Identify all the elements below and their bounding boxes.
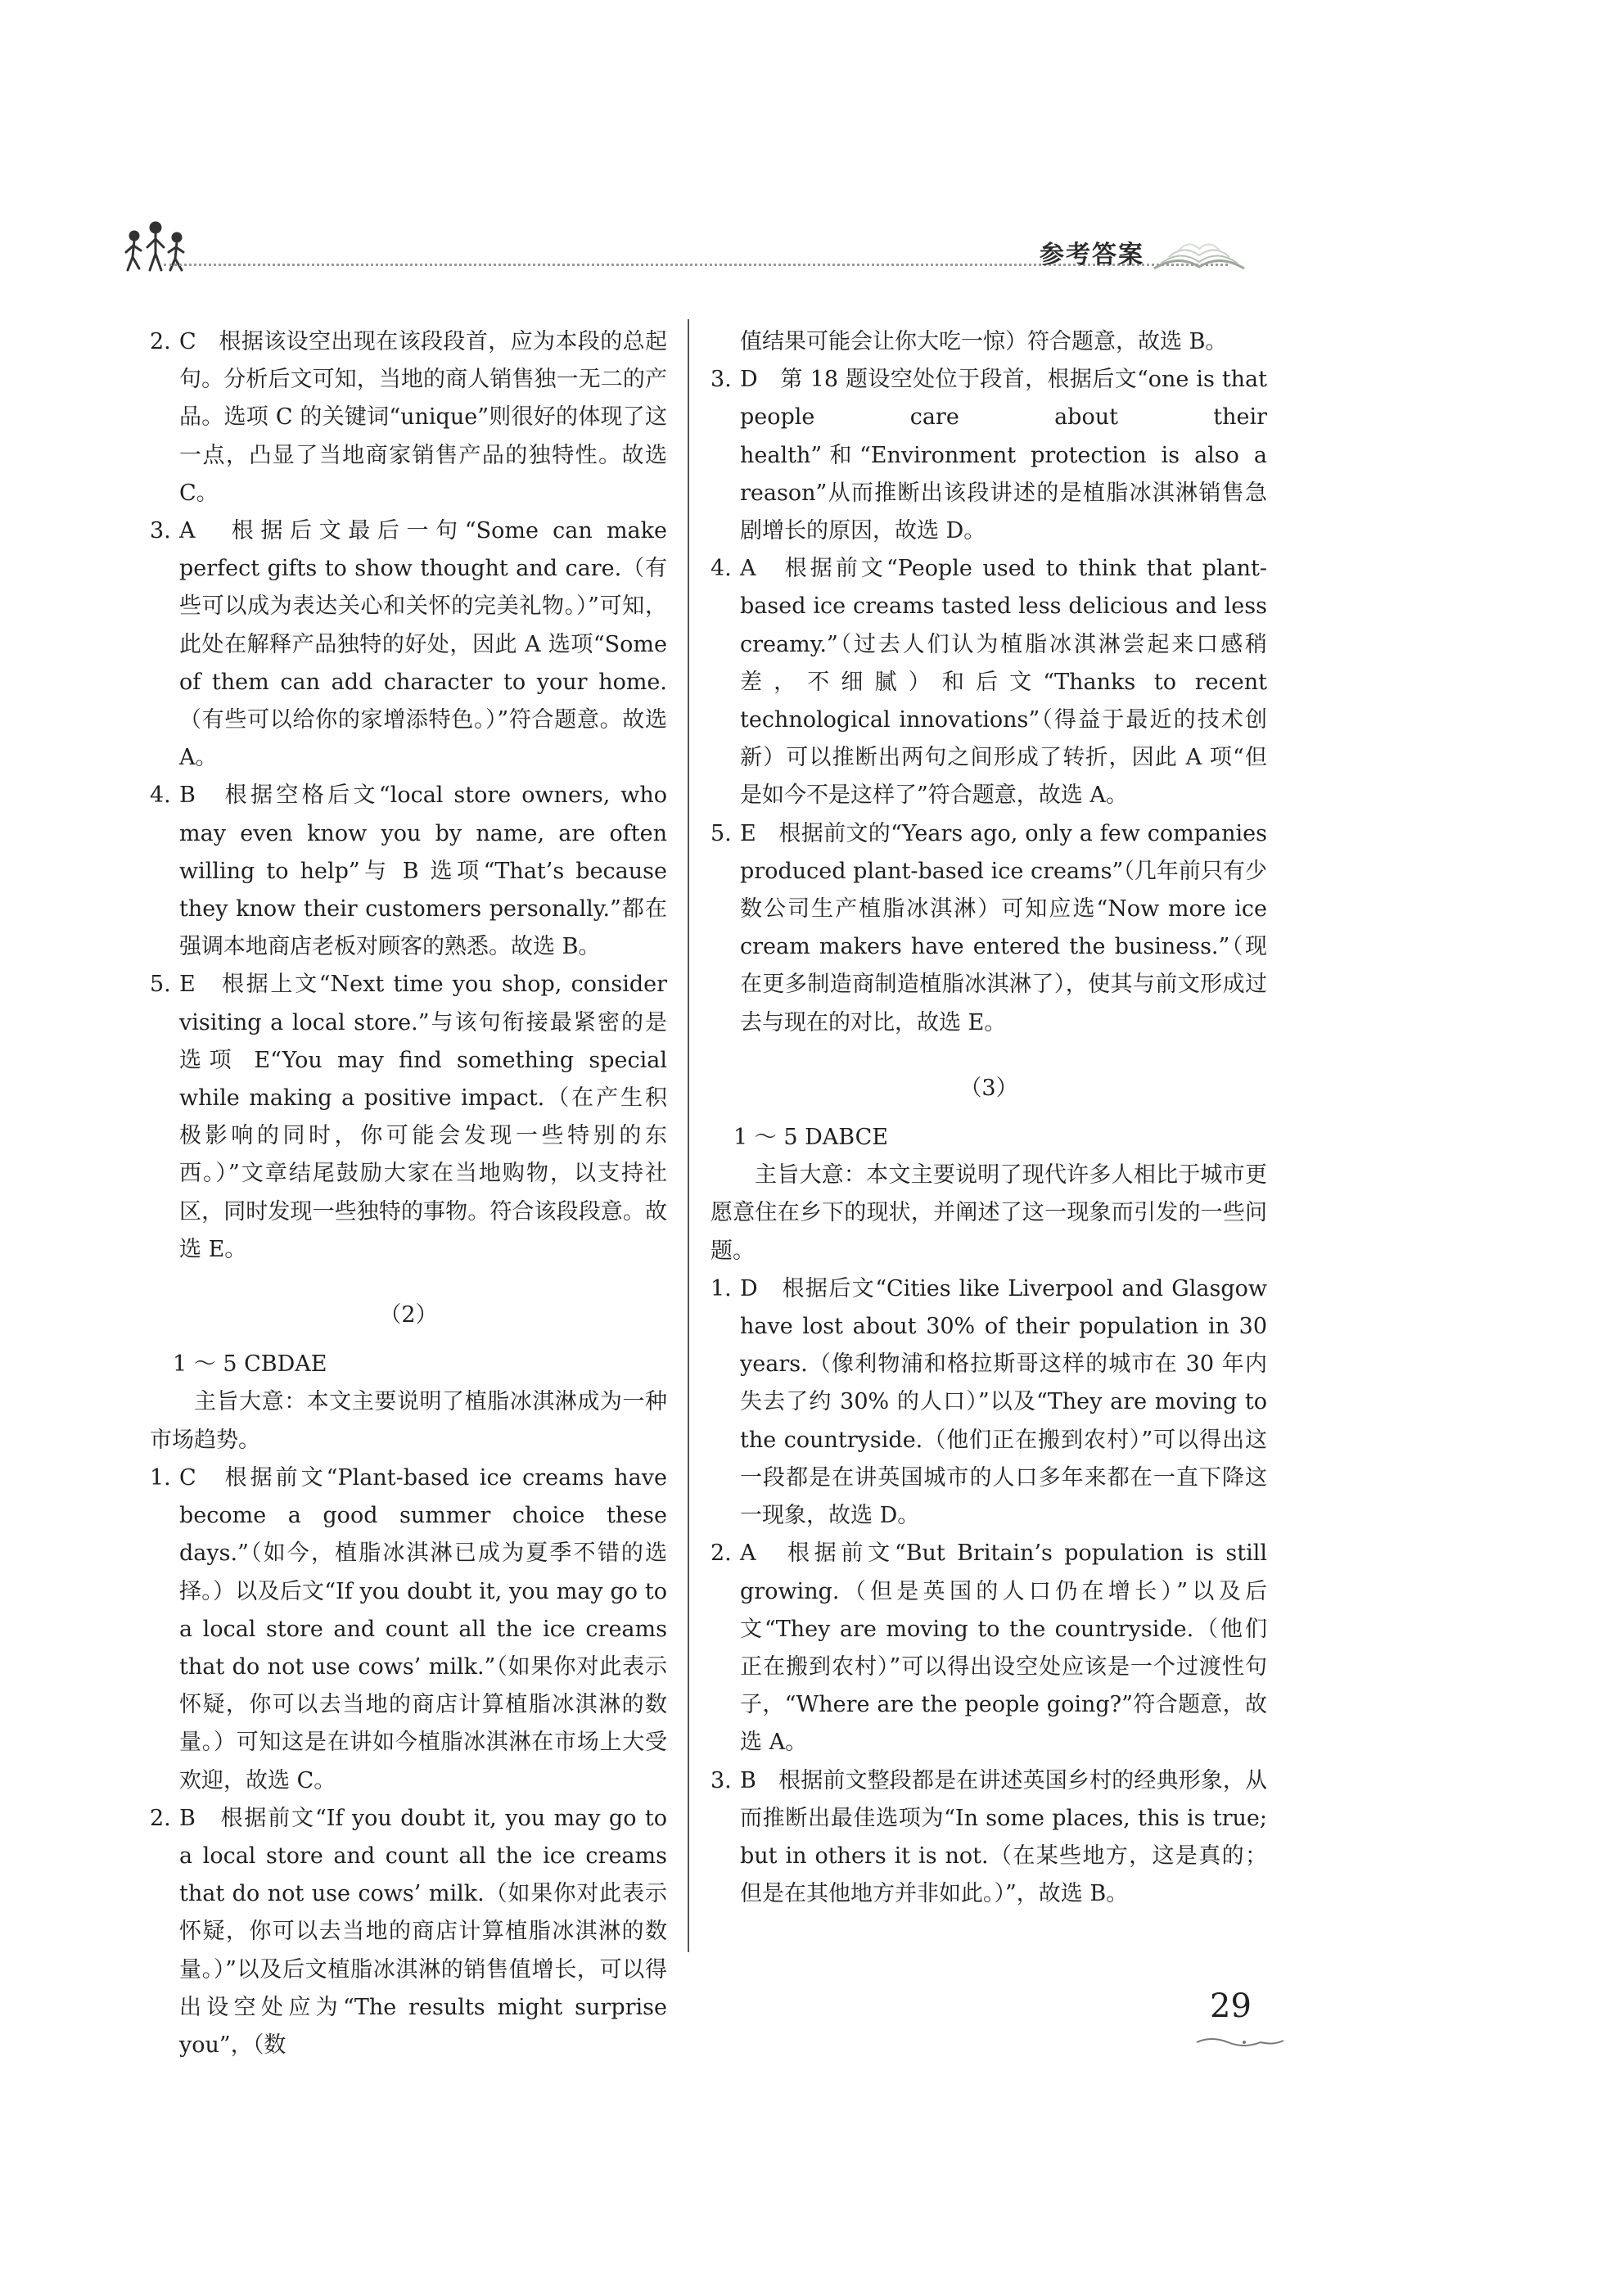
item-number: 5.	[150, 972, 171, 998]
answer-item	[150, 1459, 667, 1800]
answer-item	[150, 512, 667, 777]
answer-item	[150, 323, 667, 512]
answer-key: 1 ～ 5 DABCE	[733, 1125, 888, 1151]
item-text: B 根据前文整段都是在讲述英国乡村的经典形象，从而推断出最佳选项为“In some places, this is true; but in others it is not.（在某些地方，这是真的；但是在其他地方并非如此。）”，故选 B。	[740, 1767, 1267, 1907]
item-text: A 根据前文“But Britain’s population is still growing.（但是英国的人口仍在增长）”以及后文“They are moving to the countryside.（他们正在搬到农村）”可以得出设空处应该是一个过渡性句子，“Where are the people going?”符合题意，故选 A。	[740, 1540, 1267, 1756]
answer-item	[710, 815, 1267, 1042]
answer-item	[710, 1270, 1267, 1535]
right-column	[710, 323, 1267, 1913]
item-text: A 根据前文“People used to think that plant-based ice creams tasted less delicious and less creamy.”（过去人们认为植脂冰淇淋尝起来口感稍差，不细腻）和后文“Thanks to recent technological innovations”（得益于最近的技术创新）可以推断出两句之间形成了转折，因此 A 项“但是如今不是这样了”符合题意，故选 A。	[740, 556, 1267, 809]
answer-item	[150, 966, 667, 1269]
answer-item	[150, 1800, 667, 2064]
item-text: B 根据前文“If you doubt it, you may go to a local store and count all the ice creams that do not use cows’ milk.（如果你对此表示怀疑，你可以去当地的商店计算植脂冰淇淋的数量。）”以及后文植脂冰淇淋的销售值增长，可以得出设空处应为“The results might surprise you”，（数	[179, 1805, 667, 2058]
item-text: C 根据前文“Plant-based ice creams have become a good summer choice these days.”（如今，植脂冰淇淋已成为夏季不错的选择。）以及后文“If you doubt it, you may go to a local store and count all the ice creams that do not use cows’ milk.”（如果你对此表示怀疑，你可以去当地的商店计算植脂冰淇淋的数量。）可知这是在讲如今植脂冰淇淋在市场上大受欢迎，故选 C。	[179, 1464, 667, 1793]
gist-paragraph: 主旨大意：本文主要说明了植脂冰淇淋成为一种市场趋势。	[150, 1389, 667, 1453]
section-heading: （2）	[379, 1302, 438, 1328]
item-text: E 根据前文的“Years ago, only a few companies produced plant-based ice creams”（几年前只有少数公司生产植脂冰淇淋）可知应选“Now more ice cream makers have entered the business.”（现在更多制造商制造植脂冰淇淋了），使其与前文形成过去与现在的对比，故选 E。	[740, 820, 1267, 1035]
item-number: 1.	[150, 1464, 171, 1491]
item-number: 3.	[710, 367, 732, 393]
runners-logo-icon	[123, 219, 188, 277]
column-divider	[688, 319, 689, 1952]
item-text: D 第 18 题设空处位于段首，根据后文“one is that people care about their health”和“Environment protection is also a reason”从而推断出该段讲述的是植脂冰淇淋销售急剧增长的原因，故选 D。	[740, 367, 1267, 544]
item-number: 3.	[150, 518, 171, 544]
item-number: 3.	[710, 1767, 732, 1793]
answer-item	[150, 777, 667, 966]
header-title: 参考答案	[1040, 241, 1144, 269]
item-text: E 根据上文“Next time you shop, consider visiting a local store.”与该句衔接最紧密的是选项 E“You may find something special while making a positive impact.（在产生积极影响的同时，你可能会发现一些特别的东西。）”文章结尾鼓励大家在当地购物，以支持社区，同时发现一些独特的事物。符合该段段意。故选 E。	[179, 972, 668, 1262]
continuation-item	[710, 323, 1267, 361]
page-number: 29	[1210, 1987, 1252, 2025]
item-number: 2.	[150, 1805, 171, 1831]
open-book-icon	[1146, 229, 1252, 278]
item-text: C 根据该设空出现在该段段首，应为本段的总起句。分析后文可知，当地的商人销售独一无二的产品。选项 C 的关键词“unique”则很好的体现了这一点，凸显了当地商家销售产品的独特性。故选 C。	[179, 329, 667, 506]
section-heading: （3）	[959, 1075, 1018, 1101]
flourish-ornament-icon	[1195, 2034, 1285, 2050]
answer-item	[710, 1535, 1267, 1761]
item-text: 值结果可能会让你大吃一惊）符合题意，故选 B。	[740, 329, 1228, 354]
item-number: 2.	[710, 1540, 732, 1567]
item-number: 4.	[710, 556, 732, 582]
item-number: 5.	[710, 820, 732, 846]
answer-item	[710, 1762, 1267, 1914]
item-text: A 根据后文最后一句“Some can make perfect gifts to show thought and care.（有些可以成为表达关心和关怀的完美礼物。）”可知，此处在解释产品独特的好处，因此 A 选项“Some of them can add character to your home.（有些可以给你的家增添特色。）”符合题意。故选 A。	[179, 518, 667, 771]
item-number: 4.	[150, 783, 171, 809]
item-number: 2.	[150, 329, 171, 354]
answer-item	[710, 361, 1267, 550]
item-text: D 根据后文“Cities like Liverpool and Glasgow have lost about 30% of their population in 30 years.（像利物浦和格拉斯哥这样的城市在 30 年内失去了约 30% 的人口）”以及“They are moving to the countryside.（他们正在搬到农村）”可以得出这一段都是在讲英国城市的人口多年来都在一直下降这一现象，故选 D。	[740, 1275, 1267, 1529]
item-number: 1.	[710, 1275, 732, 1301]
answer-key: 1 ～ 5 CBDAE	[173, 1351, 327, 1378]
answer-item	[710, 550, 1267, 814]
item-text: B 根据空格后文“local store owners, who may even know you by name, are often willing to help”与 B 选项“That’s because they know their customers personally.”都在强调本地商店老板对顾客的熟悉。故选 B。	[179, 783, 667, 960]
gist-paragraph: 主旨大意：本文主要说明了现代许多人相比于城市更愿意住在乡下的现状，并阐述了这一现象而引发的一些问题。	[710, 1162, 1267, 1264]
left-column	[150, 323, 667, 2064]
